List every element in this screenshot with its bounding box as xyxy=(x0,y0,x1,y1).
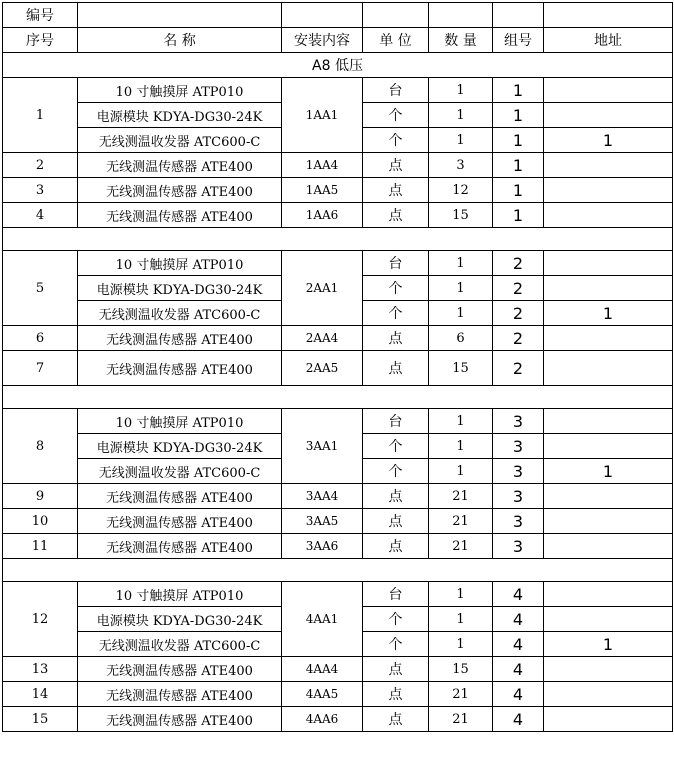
header-row-top xyxy=(3,3,673,28)
empty-header-cell xyxy=(429,3,493,28)
seq-cell: 1 xyxy=(3,78,78,153)
install-cell: 4AA4 xyxy=(282,657,363,682)
group-cell: 4 xyxy=(493,657,544,682)
unit-cell: 点 xyxy=(363,657,429,682)
spacer-cell xyxy=(3,228,673,251)
group-column-header: 组号 xyxy=(493,28,544,53)
empty-header-cell xyxy=(493,3,544,28)
unit-cell: 个 xyxy=(363,607,429,632)
name-cell: 无线测温传感器 ATE400 xyxy=(78,484,282,509)
unit-cell: 台 xyxy=(363,251,429,276)
unit-cell: 个 xyxy=(363,459,429,484)
name-cell: 无线测温收发器 ATC600-C xyxy=(78,632,282,657)
name-cell: 10 寸触摸屏 ATP010 xyxy=(78,78,282,103)
qty-cell: 12 xyxy=(429,178,493,203)
group-cell: 4 xyxy=(493,582,544,607)
unit-cell: 台 xyxy=(363,582,429,607)
unit-cell: 点 xyxy=(363,682,429,707)
qty-cell: 1 xyxy=(429,103,493,128)
address-cell xyxy=(544,203,673,228)
spacer-row xyxy=(3,386,673,409)
name-cell: 无线测温收发器 ATC600-C xyxy=(78,459,282,484)
install-cell: 4AA5 xyxy=(282,682,363,707)
table-row xyxy=(3,203,673,228)
name-cell: 无线测温收发器 ATC600-C xyxy=(78,128,282,153)
seq-cell: 4 xyxy=(3,203,78,228)
install-cell: 1AA5 xyxy=(282,178,363,203)
seq-cell: 8 xyxy=(3,409,78,484)
table-row xyxy=(3,251,673,276)
seq-cell: 13 xyxy=(3,657,78,682)
address-cell xyxy=(544,657,673,682)
seq-column-header: 序号 xyxy=(3,28,78,53)
unit-cell: 点 xyxy=(363,707,429,732)
empty-header-cell xyxy=(282,3,363,28)
qty-cell: 15 xyxy=(429,657,493,682)
address-cell xyxy=(544,682,673,707)
address-cell: 1 xyxy=(544,128,673,153)
unit-cell: 点 xyxy=(363,326,429,351)
seq-cell: 2 xyxy=(3,153,78,178)
table-row xyxy=(3,178,673,203)
qty-cell: 1 xyxy=(429,607,493,632)
address-cell xyxy=(544,251,673,276)
qty-cell: 21 xyxy=(429,707,493,732)
install-cell: 4AA6 xyxy=(282,707,363,732)
group-cell: 1 xyxy=(493,203,544,228)
qty-column-header: 数 量 xyxy=(429,28,493,53)
group-cell: 1 xyxy=(493,103,544,128)
group-cell: 3 xyxy=(493,534,544,559)
unit-cell: 点 xyxy=(363,509,429,534)
address-cell xyxy=(544,153,673,178)
install-cell: 1AA1 xyxy=(282,78,363,153)
qty-cell: 1 xyxy=(429,409,493,434)
name-cell: 无线测温收发器 ATC600-C xyxy=(78,301,282,326)
install-cell: 3AA1 xyxy=(282,409,363,484)
address-cell xyxy=(544,103,673,128)
unit-cell: 点 xyxy=(363,351,429,386)
address-cell xyxy=(544,276,673,301)
seq-cell: 10 xyxy=(3,509,78,534)
install-cell: 1AA6 xyxy=(282,203,363,228)
unit-cell: 点 xyxy=(363,178,429,203)
qty-cell: 1 xyxy=(429,301,493,326)
section-title: A8 低压 xyxy=(3,53,673,78)
qty-cell: 1 xyxy=(429,459,493,484)
seq-cell: 11 xyxy=(3,534,78,559)
table-row xyxy=(3,657,673,682)
address-cell xyxy=(544,409,673,434)
install-cell: 2AA5 xyxy=(282,351,363,386)
unit-cell: 台 xyxy=(363,409,429,434)
group-cell: 1 xyxy=(493,128,544,153)
address-cell xyxy=(544,534,673,559)
name-cell: 10 寸触摸屏 ATP010 xyxy=(78,251,282,276)
address-column-header: 地址 xyxy=(544,28,673,53)
unit-cell: 点 xyxy=(363,203,429,228)
empty-header-cell xyxy=(363,3,429,28)
qty-cell: 1 xyxy=(429,128,493,153)
qty-cell: 1 xyxy=(429,434,493,459)
table-row xyxy=(3,351,673,386)
table-row xyxy=(3,484,673,509)
group-cell: 4 xyxy=(493,632,544,657)
qty-cell: 6 xyxy=(429,326,493,351)
install-cell: 3AA4 xyxy=(282,484,363,509)
address-cell: 1 xyxy=(544,459,673,484)
spacer-cell xyxy=(3,559,673,582)
unit-cell: 个 xyxy=(363,276,429,301)
name-cell: 电源模块 KDYA-DG30-24K xyxy=(78,276,282,301)
group-cell: 2 xyxy=(493,351,544,386)
install-cell: 4AA1 xyxy=(282,582,363,657)
table-row xyxy=(3,78,673,103)
name-cell: 无线测温传感器 ATE400 xyxy=(78,534,282,559)
table-row xyxy=(3,682,673,707)
unit-cell: 个 xyxy=(363,632,429,657)
qty-cell: 15 xyxy=(429,351,493,386)
name-cell: 10 寸触摸屏 ATP010 xyxy=(78,409,282,434)
seq-cell: 15 xyxy=(3,707,78,732)
group-cell: 4 xyxy=(493,707,544,732)
table-row xyxy=(3,409,673,434)
seq-cell: 12 xyxy=(3,582,78,657)
qty-cell: 15 xyxy=(429,203,493,228)
name-cell: 无线测温传感器 ATE400 xyxy=(78,707,282,732)
install-column-header: 安装内容 xyxy=(282,28,363,53)
unit-cell: 台 xyxy=(363,78,429,103)
group-cell: 1 xyxy=(493,153,544,178)
address-cell xyxy=(544,434,673,459)
install-cell: 3AA6 xyxy=(282,534,363,559)
install-cell: 2AA4 xyxy=(282,326,363,351)
address-cell: 1 xyxy=(544,301,673,326)
name-cell: 无线测温传感器 ATE400 xyxy=(78,153,282,178)
address-cell xyxy=(544,351,673,386)
qty-cell: 21 xyxy=(429,682,493,707)
name-cell: 无线测温传感器 ATE400 xyxy=(78,682,282,707)
table-row xyxy=(3,534,673,559)
address-cell xyxy=(544,582,673,607)
group-cell: 3 xyxy=(493,459,544,484)
name-column-header: 名 称 xyxy=(78,28,282,53)
group-cell: 3 xyxy=(493,409,544,434)
empty-header-cell xyxy=(544,3,673,28)
qty-cell: 21 xyxy=(429,509,493,534)
unit-cell: 点 xyxy=(363,484,429,509)
table-row xyxy=(3,707,673,732)
unit-cell: 个 xyxy=(363,103,429,128)
name-cell: 无线测温传感器 ATE400 xyxy=(78,351,282,386)
install-cell: 2AA1 xyxy=(282,251,363,326)
group-cell: 1 xyxy=(493,178,544,203)
table-row xyxy=(3,582,673,607)
name-cell: 10 寸触摸屏 ATP010 xyxy=(78,582,282,607)
unit-column-header: 单 位 xyxy=(363,28,429,53)
address-cell: 1 xyxy=(544,632,673,657)
name-cell: 无线测温传感器 ATE400 xyxy=(78,203,282,228)
name-cell: 电源模块 KDYA-DG30-24K xyxy=(78,434,282,459)
qty-cell: 1 xyxy=(429,251,493,276)
group-cell: 3 xyxy=(493,484,544,509)
unit-cell: 个 xyxy=(363,434,429,459)
address-cell xyxy=(544,484,673,509)
qty-cell: 1 xyxy=(429,276,493,301)
name-cell: 电源模块 KDYA-DG30-24K xyxy=(78,607,282,632)
name-cell: 电源模块 KDYA-DG30-24K xyxy=(78,103,282,128)
group-cell: 2 xyxy=(493,301,544,326)
address-cell xyxy=(544,326,673,351)
qty-cell: 1 xyxy=(429,632,493,657)
qty-cell: 1 xyxy=(429,78,493,103)
id-header-cell: 编号 xyxy=(3,3,78,28)
address-cell xyxy=(544,178,673,203)
group-cell: 4 xyxy=(493,607,544,632)
qty-cell: 1 xyxy=(429,582,493,607)
equipment-table xyxy=(2,2,673,732)
seq-cell: 9 xyxy=(3,484,78,509)
group-cell: 4 xyxy=(493,682,544,707)
section-title-row xyxy=(3,53,673,78)
install-cell: 3AA5 xyxy=(282,509,363,534)
unit-cell: 点 xyxy=(363,153,429,178)
spacer-row xyxy=(3,228,673,251)
table-row xyxy=(3,509,673,534)
address-cell xyxy=(544,78,673,103)
qty-cell: 21 xyxy=(429,534,493,559)
group-cell: 2 xyxy=(493,326,544,351)
spacer-cell xyxy=(3,386,673,409)
empty-header-cell xyxy=(78,3,282,28)
name-cell: 无线测温传感器 ATE400 xyxy=(78,509,282,534)
spacer-row xyxy=(3,559,673,582)
unit-cell: 个 xyxy=(363,128,429,153)
qty-cell: 3 xyxy=(429,153,493,178)
name-cell: 无线测温传感器 ATE400 xyxy=(78,326,282,351)
seq-cell: 14 xyxy=(3,682,78,707)
seq-cell: 5 xyxy=(3,251,78,326)
group-cell: 3 xyxy=(493,509,544,534)
name-cell: 无线测温传感器 ATE400 xyxy=(78,178,282,203)
group-cell: 2 xyxy=(493,251,544,276)
address-cell xyxy=(544,607,673,632)
unit-cell: 个 xyxy=(363,301,429,326)
seq-cell: 6 xyxy=(3,326,78,351)
group-cell: 1 xyxy=(493,78,544,103)
table-row xyxy=(3,326,673,351)
seq-cell: 7 xyxy=(3,351,78,386)
qty-cell: 21 xyxy=(429,484,493,509)
table-row xyxy=(3,153,673,178)
address-cell xyxy=(544,707,673,732)
install-cell: 1AA4 xyxy=(282,153,363,178)
column-header-row xyxy=(3,28,673,53)
address-cell xyxy=(544,509,673,534)
table-body xyxy=(3,3,673,732)
seq-cell: 3 xyxy=(3,178,78,203)
group-cell: 3 xyxy=(493,434,544,459)
group-cell: 2 xyxy=(493,276,544,301)
name-cell: 无线测温传感器 ATE400 xyxy=(78,657,282,682)
unit-cell: 点 xyxy=(363,534,429,559)
